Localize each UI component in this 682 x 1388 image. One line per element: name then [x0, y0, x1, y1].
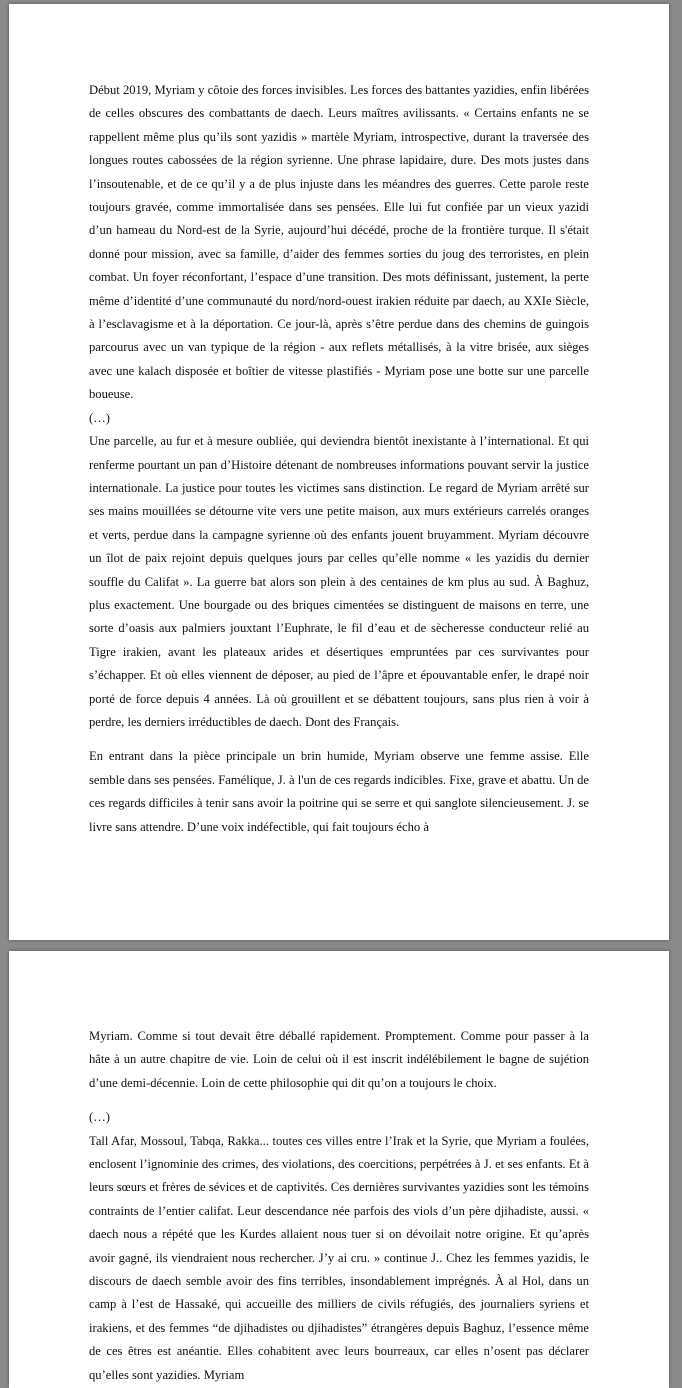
paragraph: Myriam. Comme si tout devait être déballé rapidement. Promptement. Comme pour passer à la hâte à un autre chapitre de vie. Loin de celui où il est inscrit indélébilement le bagne de sujétion d’une demi-décennie. Loin de cette philosophie qui dit qu’on a toujours le choix. [89, 1029, 589, 1090]
ellipsis-marker: (…) [89, 1110, 110, 1125]
paragraph: Tall Afar, Mossoul, Tabqa, Rakka... toutes ces villes entre l’Irak et la Syrie, que Myriam a foulées, enclosent l’ignominie des crimes, des violations, des coercitions, perpétrées à J. et ses enfants. Et à leurs sœurs et frères de sévices et de captivités. Ces dernières survivantes yazidies sont les témoins contraints de l’entier califat. Leur descendance née parfois des viols d’un père djihadiste, aussi. « daech nous a répété que les Kurdes allaient nous tuer si on dévoilait notre origine. Et qu’après avoir gagné, ils viendraient nous rechercher. J’y ai cru. » continue J.. Chez les femmes yazidis, le discours de daech semble avoir des fins terribles, insondablement imprégnés. À al Hol, dans un camp à l’est de Hassaké, qui accueille des milliers de civils réfugiés, des journaliers syriens et irakiens, et des femmes “de djihadistes ou djihadistes” étrangères depuis Baghuz, l’essence même de ces êtres est anéantie. Elles cohabitent avec leurs bourreaux, car elles n’osent pas déclarer qu’elles sont yazidies. Myriam [89, 1133, 589, 1382]
document-page-1 [9, 4, 669, 940]
page-1-text-block [89, 79, 589, 839]
paragraph: En entrant dans la pièce principale un brin humide, Myriam observe une femme assise. Elle semble dans ses pensées. Famélique, J. à l'un de ces regards indicibles. Fixe, grave et abattu. Un de ces regards difficiles à tenir sans avoir la poitrine qui se serre et qui sanglote silencieusement. J. se livre sans attendre. D’une voix indéfectible, qui fait toujours écho à [89, 749, 589, 834]
page-2-text-block [89, 1025, 589, 1387]
paragraph: Début 2019, Myriam y côtoie des forces invisibles. Les forces des battantes yazidies, enfin libérées de celles obscures des combattants de daech. Leurs maîtres avilissants. « Certains enfants ne se rappellent même plus qu’ils sont yazidis » martèle Myriam, introspective, durant la traversée des longues routes cabossées de la région syrienne. Une phrase lapidaire, dure. Des mots justes dans l’insoutenable, et de ce qu’il y a de plus injuste dans les méandres des guerres. Cette parole reste toujours gravée, comme immortalisée dans ses pensées. Elle lui fut confiée par un vieux yazidi d’un hameau du Nord-est de la Syrie, aujourd’hui décédé, proche de la frontière turque. Il s'était donné pour mission, avec sa famille, d’aider des femmes sorties du joug des terroristes, en plein combat. Un foyer réconfortant, l’espace d’une transition. Des mots définissant, justement, la perte même d’identité d’une communauté du nord/nord-ouest irakien réduite par daech, au XXIe Siècle, à l’esclavagisme et à la déportation. Ce jour-là, après s’être perdue dans des chemins de guingois parcourus avec un van typique de la région - aux reflets métallisés, à la vitre brisée, aux sièges avec une kalach disposée et boîtier de vitesse plastifiés - Myriam pose une botte sur une parcelle boueuse. [89, 83, 589, 402]
paragraph: Une parcelle, au fur et à mesure oubliée, qui deviendra bientôt inexistante à l’international. Et qui renferme pourtant un pan d’Histoire détenant de nombreuses informations pouvant servir la justice internationale. La justice pour toutes les victimes sans distinction. Le regard de Myriam arrêté sur ses mains mouillées se détourne vite vers une petite maison, aux murs extérieurs carrelés oranges et verts, perdue dans la campagne syrienne où des enfants jouent bruyamment. Myriam découvre un îlot de paix rejoint depuis quelques jours par celles qu’elle nomme « les yazidis du dernier souffle du Califat ». La guerre bat alors son plein à des centaines de km plus au sud. À Baghuz, plus exactement. Une bourgade ou des briques cimentées se distinguent de maisons en terre, une sorte d’oasis aux palmiers jouxtant l’Euphrate, le fil d’eau et de sècheresse conducteur relié au Tigre irakien, avant les plateaux arides et désertiques empruntées par ces survivantes pour s’échapper. Et où elles viennent de déposer, au pied de l’âpre et épouvantable enfer, le drapé noir porté de force depuis 4 années. Là où grouillent et se débattent toujours, sans plus rien à voir à perdre, les derniers irréductibles de daech. Dont des Français. [89, 434, 589, 729]
document-page-2 [9, 951, 669, 1388]
ellipsis-marker: (…) [89, 410, 110, 425]
